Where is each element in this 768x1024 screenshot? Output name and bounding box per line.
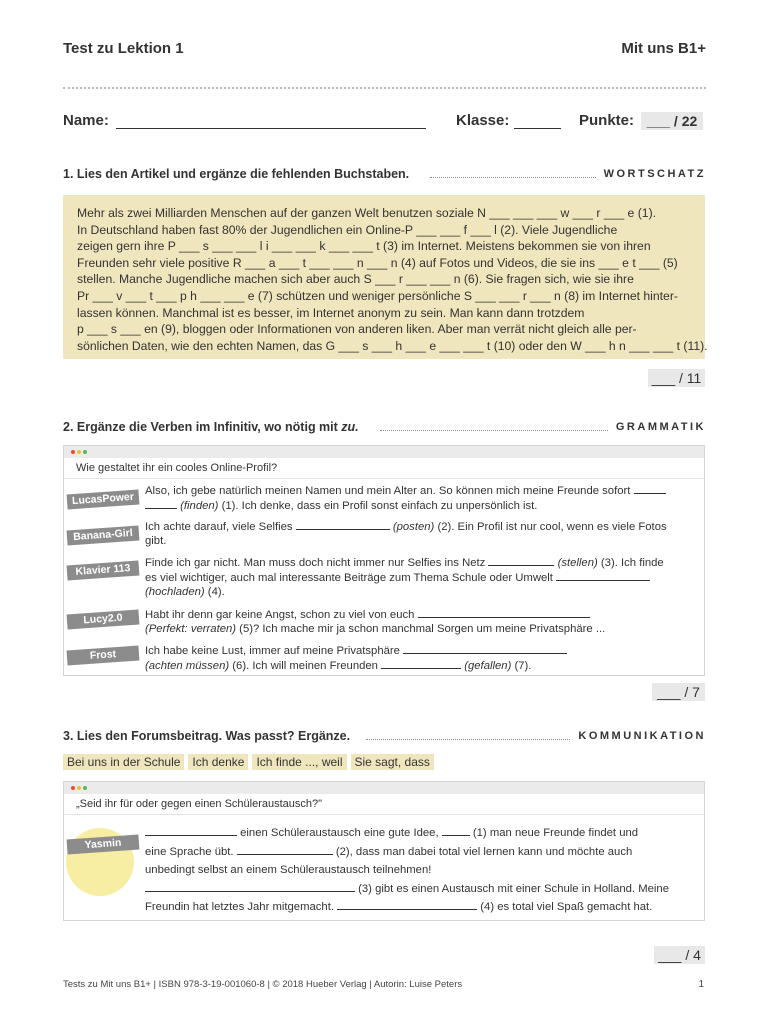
ex1-line: sönlichen Daten, wie den echten Namen, das G ___ s ___ h ___ e ___ ___ t (10) oder den W ___ h n ___ ___ t (11). bbox=[77, 338, 708, 353]
answer-blank[interactable] bbox=[145, 825, 237, 836]
ex1-score[interactable]: ___ / 11 bbox=[648, 369, 705, 387]
forum-question: Wie gestaltet ihr ein cooles Online-Profil? bbox=[64, 458, 704, 479]
answer-blank[interactable] bbox=[403, 643, 567, 654]
ex1-line: lassen können. Manchmal ist es besser, im Internet anonym zu sein. Man kann dann trotzdem bbox=[77, 305, 585, 320]
green-dot-icon bbox=[83, 786, 87, 790]
answer-blank[interactable] bbox=[418, 607, 590, 618]
ex1-category: WORTSCHATZ bbox=[596, 168, 706, 180]
ex2-forum: Wie gestaltet ihr ein cooles Online-Profil? LucasPower Also, ich gebe natürlich meinen Namen und mein Alter an. So können mich meine Freunde sofort (finden) (1). Ich denke, dass ein Profil sonst einfach zu unpersönlich ist. Banana-Girl Ich achte darauf, viele Selfies (posten) (2). Ein Profil ist nur cool, wenn es viele Fotos gibt. Klavier 113 Finde ich gar nicht. Man muss doch nicht immer nur Selfies ins Netz (stellen) (3). Ich finde es viel wichtiger, auch mal interessante Beiträge zum Thema Schule oder Umwelt (hochladen) (4). Lucy2.0 Habt ihr denn gar keine Angst, schon zu viel von euch (Perfekt: verraten) (5)? Ich mache mir ja schon manchmal Sorgen um meine Privatsphäre ... Frost Ich habe keine Lust, immer auf meine Privatsphäre (achten müssen) (6). Ich will meinen Freunden (gefallen) (7). bbox=[63, 445, 705, 676]
answer-blank[interactable] bbox=[381, 658, 461, 669]
book-title: Mit uns B1+ bbox=[621, 40, 706, 57]
word-option: Ich denke bbox=[188, 754, 248, 770]
username-tag: Klavier 113 bbox=[67, 561, 140, 581]
ex3-forum: „Seid ihr für oder gegen einen Schüleraustausch?" Yasmin einen Schüleraustausch eine gute Idee, (1) man neue Freunde findet und eine Sprache übt. (2), dass man dabei total viel lernen kann und möchte auch unbedingt selbst an einem Schüleraustausch teilnehmen! (3) gibt es einen Austausch mit einer Schule in Holland. Meine Freundin hat letztes Jahr mitgemacht. (4) es total viel Spaß gemacht hat. bbox=[63, 781, 705, 921]
username-tag: Lucy2.0 bbox=[67, 610, 140, 630]
ex1-line: zeigen gern ihre P ___ s ___ ___ l i ___ ___ k ___ ___ t (3) im Internet. Meistens bekommen sie von ihren bbox=[77, 239, 651, 254]
forum-titlebar bbox=[64, 446, 704, 458]
ex2-score[interactable]: ___ / 7 bbox=[652, 683, 705, 701]
ex3-category: KOMMUNIKATION bbox=[570, 730, 706, 742]
username-tag: Banana-Girl bbox=[67, 526, 140, 546]
answer-blank[interactable] bbox=[634, 483, 666, 494]
red-dot-icon bbox=[71, 450, 75, 454]
word-option: Ich finde ..., weil bbox=[252, 754, 346, 770]
ex3-word-bank bbox=[63, 754, 438, 770]
username-tag: Frost bbox=[67, 646, 140, 666]
name-label: Name: bbox=[63, 112, 109, 129]
ex2-category: GRAMMATIK bbox=[608, 421, 706, 433]
answer-blank[interactable] bbox=[442, 825, 470, 836]
yellow-dot-icon bbox=[77, 450, 81, 454]
ex1-line: stellen. Manche Jugendliche machen sich aber auch S ___ r ___ ___ n (6). Sie fragen sich, wie sie ihre bbox=[77, 272, 634, 287]
points-label: Punkte: bbox=[579, 112, 635, 129]
word-option: Bei uns in der Schule bbox=[63, 754, 184, 770]
class-field[interactable] bbox=[514, 112, 561, 129]
answer-blank[interactable] bbox=[296, 519, 390, 530]
answer-blank[interactable] bbox=[337, 899, 477, 910]
answer-blank[interactable] bbox=[556, 570, 650, 581]
ex1-line: Pr ___ v ___ t ___ p h ___ ___ e (7) schützen und weniger persönliche S ___ ___ r ___ n (8) im Internet hinter- bbox=[77, 288, 678, 303]
test-title: Test zu Lektion 1 bbox=[63, 40, 184, 57]
forum-question: „Seid ihr für oder gegen einen Schüleraustausch?" bbox=[64, 794, 704, 815]
green-dot-icon bbox=[83, 450, 87, 454]
ex1-line: p ___ s ___ en (9), bloggen oder Informationen von anderen liken. Aber man verrät nicht gleich alle per- bbox=[77, 322, 637, 337]
footer-text: Tests zu Mit uns B1+ | ISBN 978-3-19-001060-8 | © 2018 Hueber Verlag | Autorin: Luise Peters bbox=[63, 979, 463, 990]
class-label: Klasse: bbox=[456, 112, 510, 129]
ex2-title: 2. Ergänze die Verben im Infinitiv, wo nötig mit zu. bbox=[63, 420, 365, 434]
ex1-line: Mehr als zwei Milliarden Menschen auf der ganzen Welt benutzen soziale N ___ ___ ___ w ___ r ___ e (1). bbox=[77, 206, 657, 220]
answer-blank[interactable] bbox=[488, 555, 554, 566]
ex1-title: 1. Lies den Artikel und ergänze die fehlenden Buchstaben. bbox=[63, 167, 415, 181]
total-score-box[interactable]: ___ / 22 bbox=[641, 112, 703, 130]
ex1-article bbox=[63, 195, 708, 359]
yellow-dot-icon bbox=[77, 786, 81, 790]
forum-titlebar bbox=[64, 782, 704, 794]
word-option: Sie sagt, dass bbox=[351, 754, 434, 770]
red-dot-icon bbox=[71, 786, 75, 790]
name-field[interactable] bbox=[116, 112, 426, 129]
student-info-row bbox=[63, 112, 705, 132]
answer-blank[interactable] bbox=[145, 498, 177, 509]
page-number: 1 bbox=[698, 979, 704, 990]
username-tag: Yasmin bbox=[67, 835, 140, 855]
ex3-score[interactable]: ___ / 4 bbox=[654, 946, 705, 964]
ex1-line: In Deutschland haben fast 80% der Jugendlichen ein Online-P ___ ___ f ___ l (2). Viele Jugendliche bbox=[77, 222, 618, 237]
answer-blank[interactable] bbox=[145, 881, 355, 892]
header-divider bbox=[63, 87, 706, 89]
ex1-line: Freunden sehr viele positive R ___ a ___ t ___ ___ n ___ n (4) auf Fotos und Videos, die sie ins ___ e t ___ (5) bbox=[77, 255, 678, 270]
ex3-title: 3. Lies den Forumsbeitrag. Was passt? Ergänze. bbox=[63, 729, 356, 743]
answer-blank[interactable] bbox=[237, 844, 333, 855]
username-tag: LucasPower bbox=[67, 490, 140, 510]
